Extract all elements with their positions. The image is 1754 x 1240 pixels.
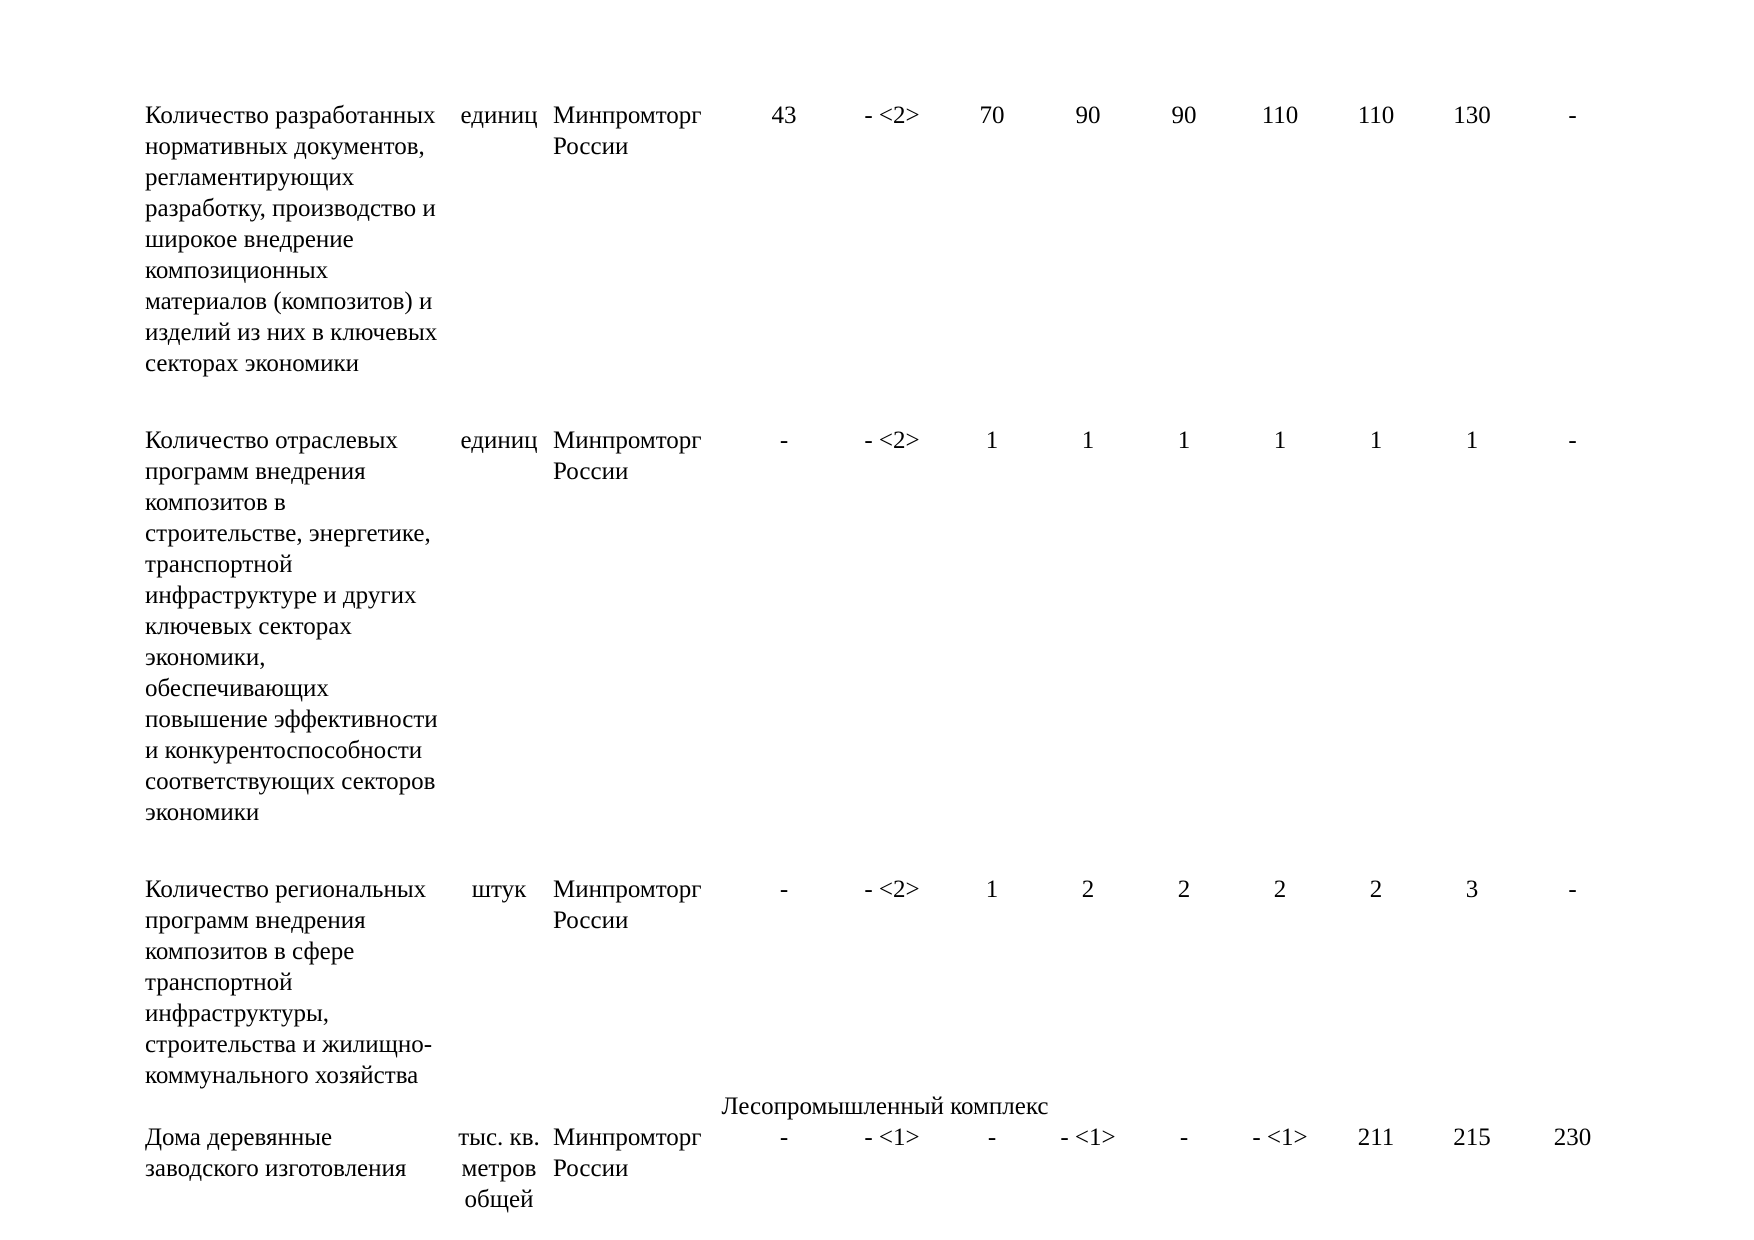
indicator-name: Дома деревянные заводского изготовления <box>145 1124 407 1182</box>
value-cell: 110 <box>1357 102 1395 129</box>
indicators-table <box>145 100 1625 1215</box>
indicator-unit: единиц <box>460 102 538 129</box>
value-cell: - <box>987 1124 997 1151</box>
value-cell: 2 <box>1177 876 1191 903</box>
value-cell: - <box>1568 876 1577 903</box>
value-cell: 110 <box>1261 102 1299 129</box>
responsible-line-2: России <box>553 1155 629 1182</box>
indicator-responsible <box>553 425 728 828</box>
value-cell: 2 <box>1273 876 1287 903</box>
table-row <box>145 1122 1625 1215</box>
indicator-unit: штук <box>471 876 527 903</box>
value-cell: - <box>1568 427 1577 454</box>
value-cell: - <box>1568 102 1577 129</box>
value-cell: 211 <box>1357 1124 1395 1151</box>
table-row <box>145 100 1625 379</box>
value-cell: 230 <box>1553 1124 1592 1151</box>
value-cell: 1 <box>1273 427 1287 454</box>
value-cell: - <box>779 876 789 903</box>
value-cell: 215 <box>1453 1124 1491 1151</box>
value-cell: 43 <box>771 102 797 129</box>
indicator-responsible <box>553 1122 728 1215</box>
value-cell: - <1> <box>1060 1124 1116 1151</box>
value-cell: 1 <box>1465 427 1479 454</box>
section-heading-row <box>145 1091 1625 1122</box>
indicator-name: Количество отраслевых программ внедрения композитов в строительстве, энергетике, транспортной инфраструктуре и других ключевых секторах экономики, обеспечивающих повышение эффективности и конкурентоспособности соответствующих секторов экономики <box>145 427 438 826</box>
section-heading: Лесопромышленный комплекс <box>721 1093 1049 1120</box>
indicator-name: Количество разработанных нормативных документов, регламентирующих разработку, производство и широкое внедрение композиционных материалов (композитов) и изделий из них в ключевых секторах экономики <box>145 102 438 377</box>
responsible-line-1: Минпромторг <box>553 427 702 454</box>
value-cell: - <2> <box>864 876 920 903</box>
indicator-responsible <box>553 874 728 1091</box>
value-cell: - <box>779 427 789 454</box>
indicator-unit <box>445 1122 553 1215</box>
unit-line-1: тыс. кв. <box>458 1124 540 1151</box>
value-cell: 130 <box>1453 102 1491 129</box>
value-cell: - <1> <box>1252 1124 1308 1151</box>
value-cell: - <box>1179 1124 1189 1151</box>
value-cell: - <2> <box>864 102 920 129</box>
responsible-line-2: России <box>553 133 629 160</box>
unit-line-3: общей <box>464 1186 534 1213</box>
value-cell: - <2> <box>864 427 920 454</box>
row-spacer <box>145 379 1625 425</box>
value-cell: 1 <box>1369 427 1383 454</box>
table-row <box>145 874 1625 1091</box>
value-cell: 2 <box>1369 876 1383 903</box>
value-cell: 90 <box>1075 102 1101 129</box>
value-cell: - <box>779 1124 789 1151</box>
indicator-unit: единиц <box>460 427 538 454</box>
value-cell: 2 <box>1081 876 1095 903</box>
value-cell: 90 <box>1171 102 1197 129</box>
row-spacer <box>145 828 1625 874</box>
indicator-name: Количество региональных программ внедрения композитов в сфере транспортной инфраструктуры, строительства и жилищно-коммунального хозяйства <box>145 876 433 1089</box>
value-cell: 1 <box>985 876 999 903</box>
value-cell: 1 <box>985 427 999 454</box>
value-cell: - <1> <box>864 1124 920 1151</box>
value-cell: 70 <box>979 102 1005 129</box>
value-cell: 1 <box>1177 427 1191 454</box>
responsible-line-2: России <box>553 458 629 485</box>
table-row <box>145 425 1625 828</box>
value-cell: 3 <box>1465 876 1479 903</box>
responsible-line-1: Минпромторг <box>553 876 702 903</box>
responsible-line-1: Минпромторг <box>553 102 702 129</box>
value-cell: 1 <box>1081 427 1095 454</box>
indicator-responsible <box>553 100 728 379</box>
unit-line-2: метров <box>461 1155 537 1182</box>
responsible-line-1: Минпромторг <box>553 1124 702 1151</box>
responsible-line-2: России <box>553 907 629 934</box>
